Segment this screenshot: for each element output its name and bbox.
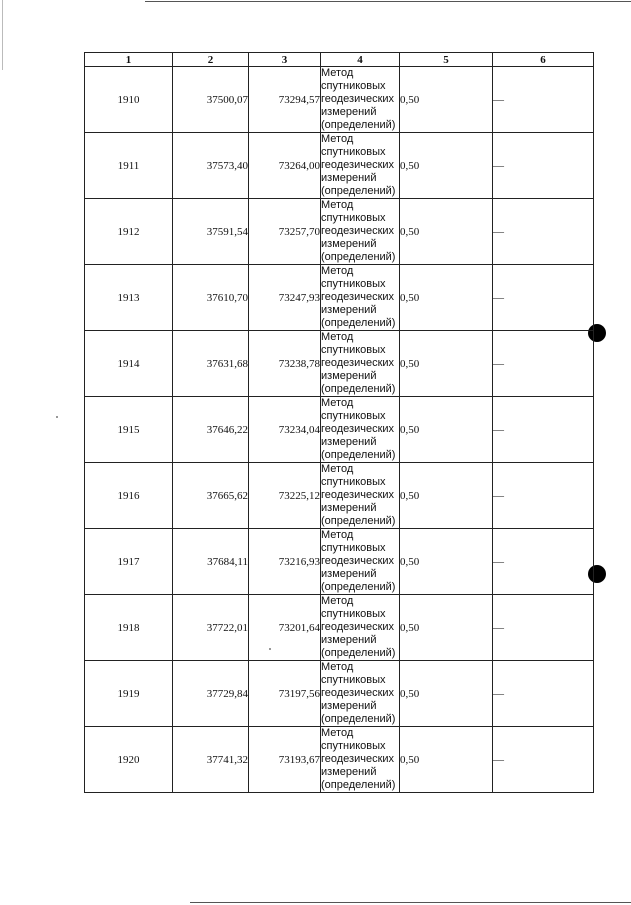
method-cell: Метод спутниковых геодезических измерений (определений): [321, 199, 400, 265]
note-cell: —: [493, 133, 594, 199]
table-row: [85, 397, 594, 463]
x-coordinate-cell: 37684,11: [173, 529, 249, 595]
accuracy-cell: 0,50: [400, 67, 493, 133]
table-header-row: [85, 53, 594, 67]
accuracy-cell: 0,50: [400, 265, 493, 331]
point-number-cell: 1918: [85, 595, 173, 661]
table-row: [85, 595, 594, 661]
note-cell: —: [493, 595, 594, 661]
method-cell: Метод спутниковых геодезических измерений (определений): [321, 397, 400, 463]
note-cell: —: [493, 463, 594, 529]
accuracy-cell: 0,50: [400, 463, 493, 529]
y-coordinate-cell: 73225,12: [249, 463, 321, 529]
accuracy-cell: 0,50: [400, 397, 493, 463]
y-coordinate-cell: 73193,67: [249, 727, 321, 793]
x-coordinate-cell: 37500,07: [173, 67, 249, 133]
x-coordinate-cell: 37722,01: [173, 595, 249, 661]
accuracy-cell: 0,50: [400, 331, 493, 397]
point-number-cell: 1914: [85, 331, 173, 397]
page-bottom-edge: [190, 902, 631, 903]
column-header: 4: [321, 53, 400, 67]
method-cell: Метод спутниковых геодезических измерений (определений): [321, 463, 400, 529]
y-coordinate-cell: 73264,00: [249, 133, 321, 199]
point-number-cell: 1910: [85, 67, 173, 133]
column-header: 5: [400, 53, 493, 67]
note-cell: —: [493, 67, 594, 133]
point-number-cell: 1913: [85, 265, 173, 331]
note-cell: —: [493, 529, 594, 595]
method-cell: Метод спутниковых геодезических измерений (определений): [321, 529, 400, 595]
x-coordinate-cell: 37573,40: [173, 133, 249, 199]
x-coordinate-cell: 37591,54: [173, 199, 249, 265]
point-number-cell: 1915: [85, 397, 173, 463]
table-row: [85, 199, 594, 265]
method-cell: Метод спутниковых геодезических измерений (определений): [321, 133, 400, 199]
y-coordinate-cell: 73294,57: [249, 67, 321, 133]
note-cell: —: [493, 727, 594, 793]
x-coordinate-cell: 37610,70: [173, 265, 249, 331]
y-coordinate-cell: 73216,93: [249, 529, 321, 595]
table-row: [85, 331, 594, 397]
point-number-cell: 1920: [85, 727, 173, 793]
note-cell: —: [493, 661, 594, 727]
x-coordinate-cell: 37646,22: [173, 397, 249, 463]
y-coordinate-cell: 73247,93: [249, 265, 321, 331]
table-row: [85, 529, 594, 595]
column-header: 2: [173, 53, 249, 67]
y-coordinate-cell: 73234,04: [249, 397, 321, 463]
note-cell: —: [493, 199, 594, 265]
y-coordinate-cell: 73201,64: [249, 595, 321, 661]
point-number-cell: 1912: [85, 199, 173, 265]
x-coordinate-cell: 37665,62: [173, 463, 249, 529]
method-cell: Метод спутниковых геодезических измерений (определений): [321, 331, 400, 397]
scan-speck: [56, 416, 58, 418]
method-cell: Метод спутниковых геодезических измерений (определений): [321, 265, 400, 331]
column-header: 3: [249, 53, 321, 67]
method-cell: Метод спутниковых геодезических измерений (определений): [321, 595, 400, 661]
x-coordinate-cell: 37729,84: [173, 661, 249, 727]
point-number-cell: 1916: [85, 463, 173, 529]
accuracy-cell: 0,50: [400, 529, 493, 595]
method-cell: Метод спутниковых геодезических измерений (определений): [321, 727, 400, 793]
accuracy-cell: 0,50: [400, 595, 493, 661]
table-row: [85, 727, 594, 793]
note-cell: —: [493, 331, 594, 397]
page-top-edge: [145, 1, 631, 2]
x-coordinate-cell: 37741,32: [173, 727, 249, 793]
table-row: [85, 67, 594, 133]
accuracy-cell: 0,50: [400, 133, 493, 199]
point-number-cell: 1919: [85, 661, 173, 727]
column-header: 1: [85, 53, 173, 67]
accuracy-cell: 0,50: [400, 199, 493, 265]
accuracy-cell: 0,50: [400, 661, 493, 727]
y-coordinate-cell: 73257,70: [249, 199, 321, 265]
table-row: [85, 661, 594, 727]
table-row: [85, 133, 594, 199]
coordinates-table: [84, 52, 594, 793]
column-header: 6: [493, 53, 594, 67]
page-left-edge: [2, 0, 3, 70]
y-coordinate-cell: 73197,56: [249, 661, 321, 727]
table-row: [85, 463, 594, 529]
y-coordinate-cell: 73238,78: [249, 331, 321, 397]
x-coordinate-cell: 37631,68: [173, 331, 249, 397]
method-cell: Метод спутниковых геодезических измерений (определений): [321, 661, 400, 727]
method-cell: Метод спутниковых геодезических измерений (определений): [321, 67, 400, 133]
accuracy-cell: 0,50: [400, 727, 493, 793]
table-row: [85, 265, 594, 331]
note-cell: —: [493, 397, 594, 463]
point-number-cell: 1911: [85, 133, 173, 199]
note-cell: —: [493, 265, 594, 331]
point-number-cell: 1917: [85, 529, 173, 595]
